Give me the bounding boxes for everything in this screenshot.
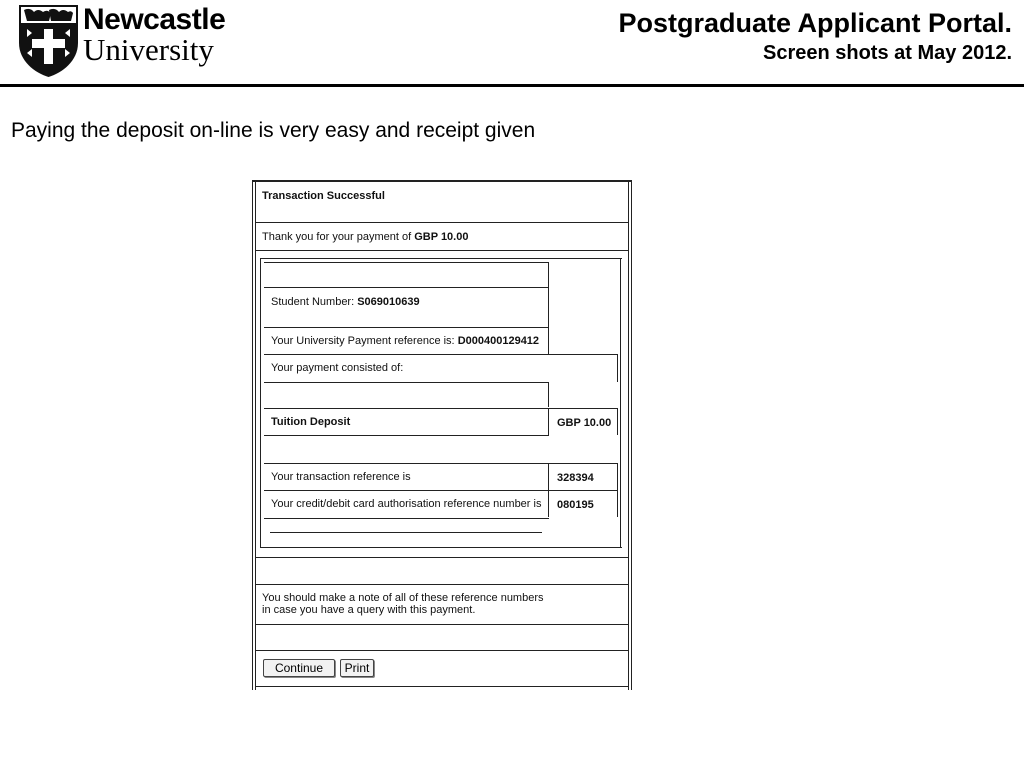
inner-box-line [260, 547, 622, 548]
cell-line [548, 490, 549, 517]
frame-line [255, 584, 629, 585]
item-label: Tuition Deposit [271, 416, 351, 428]
cell-line [264, 287, 549, 288]
page-subtitle: Screen shots at May 2012. [762, 42, 1012, 64]
frame-line [255, 222, 629, 223]
frame-line [255, 686, 629, 687]
cell-line [617, 354, 618, 382]
shield-crest-icon [17, 3, 80, 79]
logo-line-2: University [83, 32, 214, 67]
continue-button[interactable]: Continue [263, 659, 335, 677]
frame-line [628, 180, 629, 690]
university-logo [17, 3, 247, 79]
inner-box-line [620, 258, 621, 548]
frame-line [255, 557, 629, 558]
frame-line [252, 180, 632, 182]
cell-line [264, 490, 618, 491]
thank-you-prefix: Thank you for your payment of [262, 231, 412, 243]
thank-you-text [262, 231, 468, 243]
note-line-2: in case you have a query with this payment. [262, 604, 476, 616]
cell-line [264, 518, 549, 519]
cell-line [264, 382, 549, 383]
payment-reference-row [271, 335, 539, 347]
logo-line-1: Newcastle [83, 3, 226, 36]
cell-line [548, 408, 549, 435]
transaction-reference-value: 328394 [557, 472, 594, 484]
cell-line [264, 435, 549, 436]
header-title-block [618, 6, 1012, 66]
payment-reference-label: Your University Payment reference is: [271, 335, 455, 347]
transaction-heading: Transaction Successful [262, 190, 385, 202]
receipt-screenshot [252, 180, 632, 690]
cell-line [548, 463, 549, 490]
inner-box-line [260, 258, 622, 259]
auth-reference-label: Your credit/debit card authorisation reference number is [271, 498, 542, 510]
cell-line [264, 262, 549, 263]
cell-line [548, 262, 549, 287]
cell-line [264, 354, 618, 355]
student-number-value: S069010639 [357, 296, 420, 308]
payment-reference-value: D000400129412 [457, 335, 540, 347]
print-button[interactable]: Print [340, 659, 374, 677]
cell-line [548, 287, 549, 327]
frame-line [255, 250, 629, 251]
frame-line [252, 180, 253, 690]
item-amount: GBP 10.00 [557, 417, 612, 429]
transaction-reference-label: Your transaction reference is [271, 471, 411, 483]
cell-line [617, 408, 618, 435]
cell-line [617, 463, 618, 490]
cell-line [264, 463, 618, 464]
cell-line [264, 408, 618, 409]
frame-line [255, 650, 629, 651]
cell-line [270, 532, 542, 533]
intro-text: Paying the deposit on-line is very easy and receipt given [11, 119, 536, 142]
payment-consisted-label: Your payment consisted of: [271, 362, 404, 374]
page-title: Postgraduate Applicant Portal. [618, 8, 1012, 38]
student-number-label: Student Number: [271, 296, 355, 308]
cell-line [548, 382, 549, 407]
header-divider [0, 84, 1024, 87]
note-line-1: You should make a note of all of these reference numbers [262, 592, 544, 604]
frame-line [631, 180, 632, 690]
student-number-row [271, 296, 420, 308]
frame-line [255, 180, 256, 690]
cell-line [548, 327, 549, 354]
thank-you-amount: GBP 10.00 [414, 231, 469, 243]
frame-line [255, 624, 629, 625]
auth-reference-value: 080195 [557, 499, 594, 511]
cell-line [617, 490, 618, 517]
inner-box-line [260, 258, 261, 548]
cell-line [264, 327, 549, 328]
